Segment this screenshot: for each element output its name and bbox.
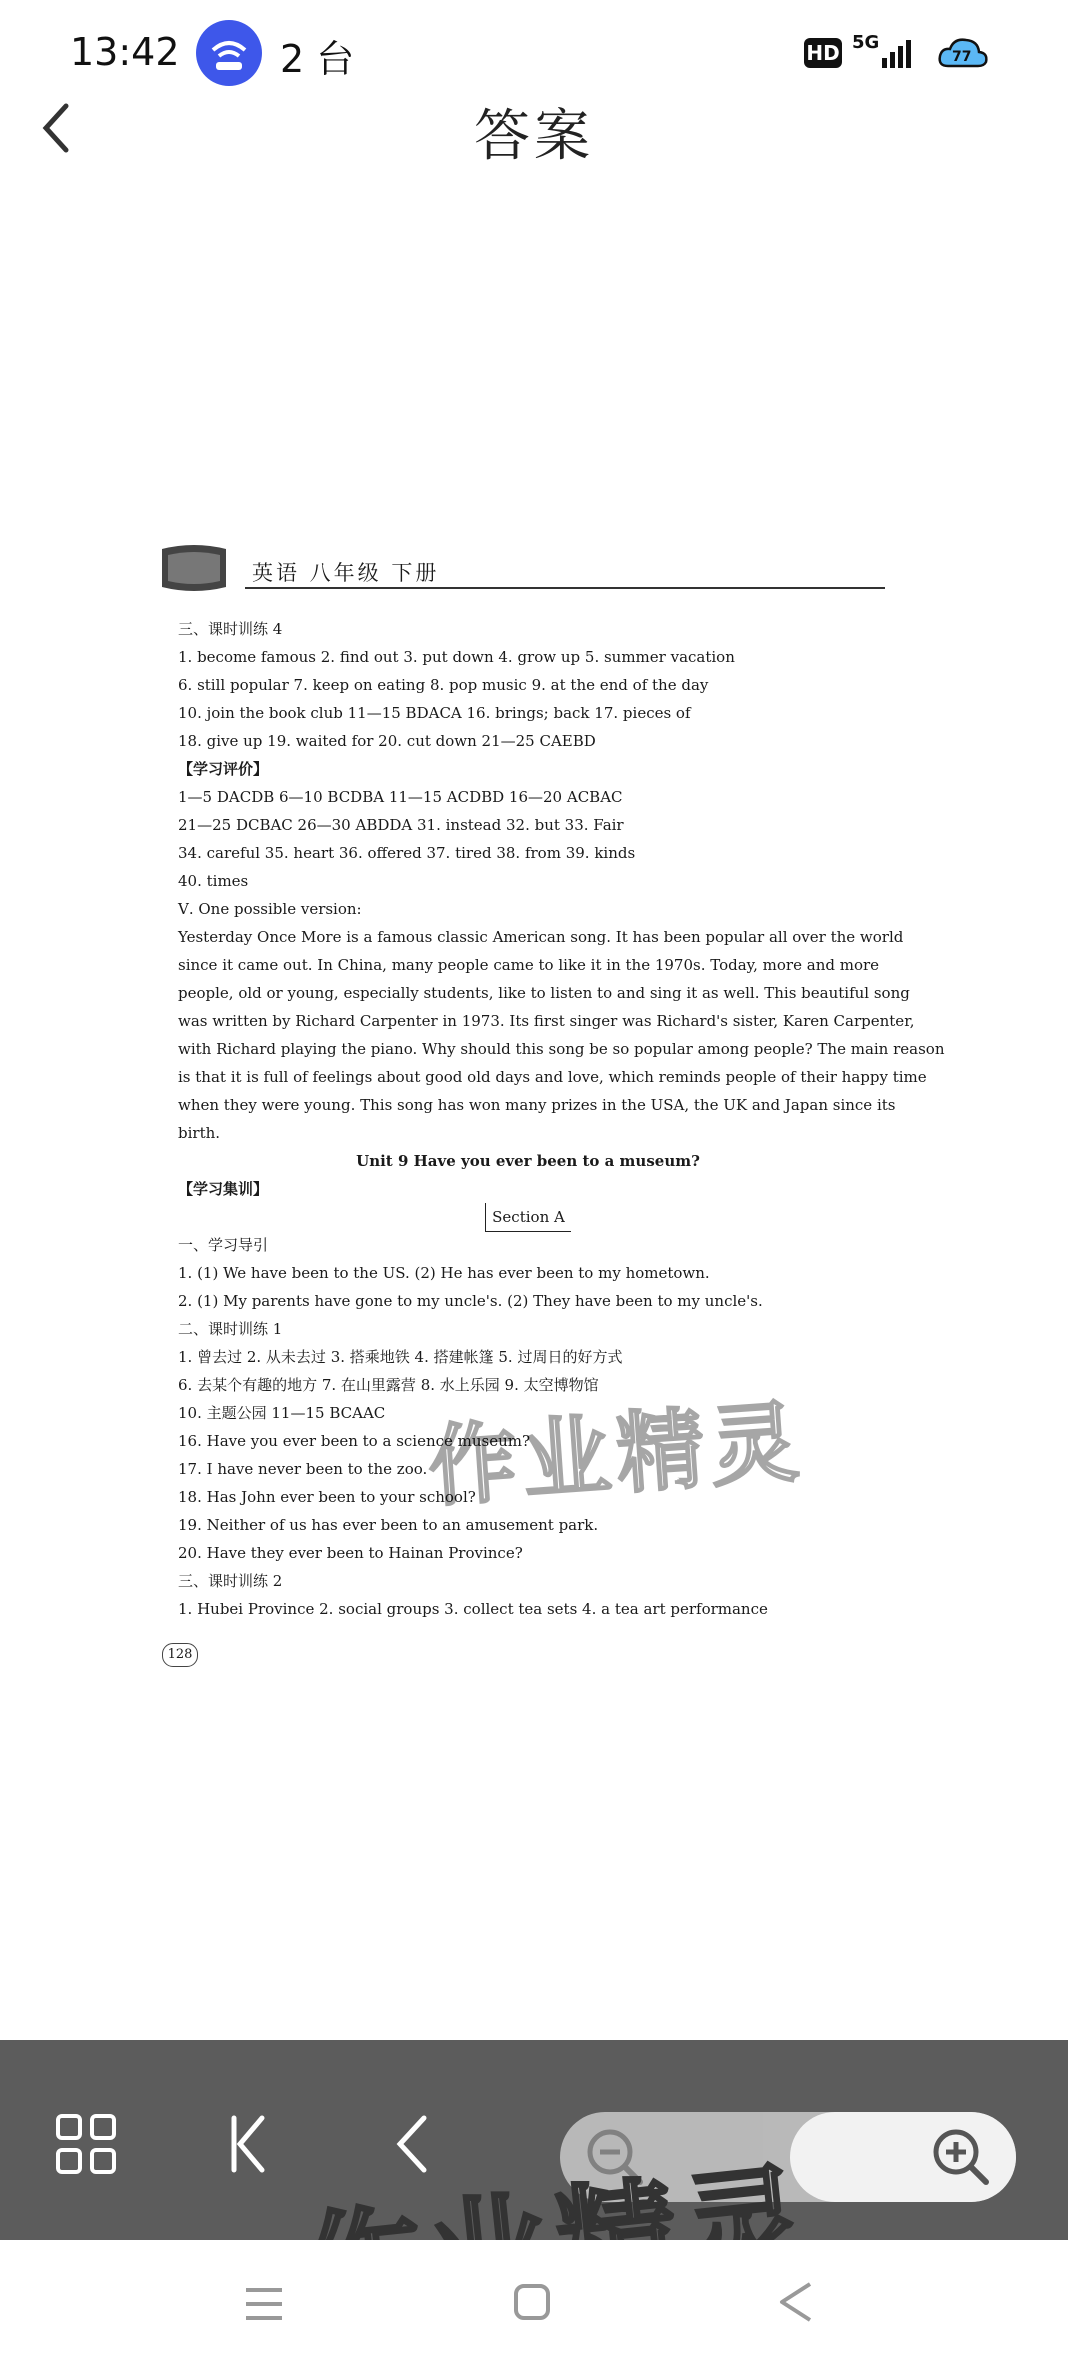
page-title: 答案: [474, 104, 594, 169]
text-line: 16. Have you ever been to a science museum?: [178, 1432, 531, 1450]
section-heading: 【学习评价】: [178, 760, 269, 778]
text-line: 17. I have never been to the zoo.: [178, 1460, 428, 1478]
text-line: 20. Have they ever been to Hainan Province?: [178, 1544, 523, 1562]
essay-line: with Richard playing the piano. Why should this song be so popular among people? The main reason: [178, 1040, 945, 1058]
text-line: 一、学习导引: [178, 1236, 269, 1254]
network-type-label: 5G: [852, 32, 880, 53]
zoom-in-button[interactable]: [790, 2112, 1016, 2202]
menu-icon[interactable]: [244, 2286, 284, 2322]
system-nav-bar: [0, 2240, 1068, 2364]
essay-line: is that it is full of feelings about good old days and love, which reminds people of their happy time: [178, 1068, 927, 1086]
text-line: 1. (1) We have been to the US. (2) He has ever been to my hometown.: [178, 1264, 710, 1282]
essay-line: when they were young. This song has won many prizes in the USA, the UK and Japan since its: [178, 1096, 896, 1114]
home-icon[interactable]: [512, 2282, 552, 2322]
unit-title: Unit 9 Have you ever been to a museum?: [356, 1152, 700, 1170]
hd-icon: HD: [804, 38, 842, 68]
back-nav-icon[interactable]: [776, 2280, 816, 2324]
text-line: 18. Has John ever been to your school?: [178, 1488, 476, 1506]
page-number: 128: [162, 1643, 198, 1667]
essay-line: was written by Richard Carpenter in 1973. Its first singer was Richard's sister, Karen Carpenter,: [178, 1012, 915, 1030]
cloud-badge-text: 77: [952, 49, 972, 65]
text-line: 34. careful 35. heart 36. offered 37. tired 38. from 39. kinds: [178, 844, 636, 862]
hotspot-device-count: 2 台: [280, 37, 355, 81]
book-icon: [158, 541, 230, 593]
zoom-in-icon: [930, 2126, 992, 2188]
text-line: 1. Hubei Province 2. social groups 3. collect tea sets 4. a tea art performance: [178, 1600, 768, 1618]
signal-icon: [880, 38, 916, 70]
text-line: 6. 去某个有趣的地方 7. 在山里露营 8. 水上乐园 9. 太空博物馆: [178, 1376, 599, 1394]
text-line: 1. become famous 2. find out 3. put down 4. grow up 5. summer vacation: [178, 648, 735, 666]
essay-line: Yesterday Once More is a famous classic American song. It has been popular all over the world: [178, 928, 904, 946]
text-line: 18. give up 19. waited for 20. cut down 21—25 CAEBD: [178, 732, 596, 750]
section-label: Section A: [485, 1203, 571, 1232]
header-divider: [245, 587, 885, 589]
book-title: 英语 八年级 下册: [252, 561, 440, 585]
text-line: 1—5 DACDB 6—10 BCDBA 11—15 ACDBD 16—20 ACBAC: [178, 788, 623, 806]
essay-line: birth.: [178, 1124, 221, 1142]
essay-line: since it came out. In China, many people came to like it in the 1970s. Today, more and more: [178, 956, 880, 974]
text-line: 1. 曾去过 2. 从未去过 3. 搭乘地铁 4. 搭建帐篷 5. 过周日的好方式: [178, 1348, 623, 1366]
grid-icon[interactable]: [54, 2112, 118, 2176]
text-line: Ⅴ. One possible version:: [178, 900, 362, 918]
text-line: 三、课时训练 2: [178, 1572, 283, 1590]
first-page-icon[interactable]: [226, 2112, 270, 2176]
status-bar: [0, 0, 1068, 100]
watermark: 作业精灵: [425, 1389, 808, 1519]
essay: [178, 923, 945, 1147]
text-line: 21—25 DCBAC 26—30 ABDDA 31. instead 32. but 33. Fair: [178, 816, 624, 834]
cloud-icon: [936, 34, 990, 70]
section-label-row: [178, 1203, 878, 1231]
text-line: 40. times: [178, 872, 249, 890]
text-line: 6. still popular 7. keep on eating 8. pop music 9. at the end of the day: [178, 676, 709, 694]
text-line: 2. (1) My parents have gone to my uncle's. (2) They have been to my uncle's.: [178, 1292, 763, 1310]
book-header: [150, 535, 910, 593]
text-line: 19. Neither of us has ever been to an amusement park.: [178, 1516, 599, 1534]
text-line: 10. join the book club 11—15 BDACA 16. brings; back 17. pieces of: [178, 704, 691, 722]
clock: 13:42: [70, 30, 180, 74]
text-line: 二、课时训练 1: [178, 1320, 283, 1338]
collection-heading: 【学习集训】: [178, 1180, 269, 1198]
essay-line: people, old or young, especially students, like to listen to and sing it as well. This beautiful song: [178, 984, 910, 1002]
text-line: 三、课时训练 4: [178, 620, 283, 638]
hotspot-icon: [196, 20, 262, 86]
text-line: 10. 主题公园 11—15 BCAAC: [178, 1404, 386, 1422]
